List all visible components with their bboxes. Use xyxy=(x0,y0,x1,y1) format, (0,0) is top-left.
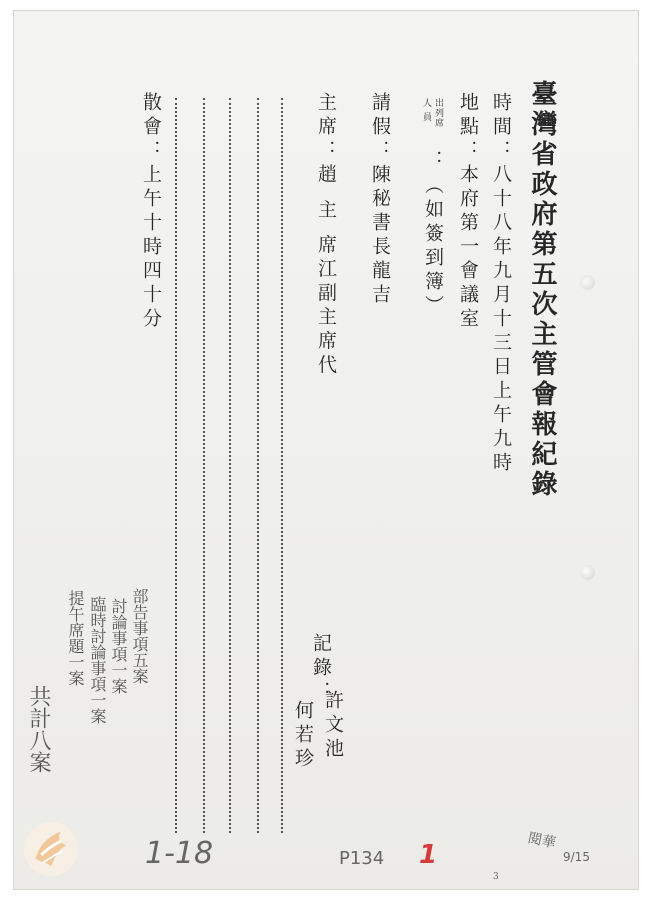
handwritten-note-4: 提午席題一案 xyxy=(66,590,85,686)
adjourn-label: 散會： xyxy=(140,92,162,164)
handwritten-note-3: 臨時討論事項一案 xyxy=(88,596,107,724)
attendees-value: （如簽到簿） xyxy=(422,175,444,319)
leave-value: 陳秘書長龍吉 xyxy=(369,164,391,308)
recorder-label: 記錄： xyxy=(310,633,332,705)
dotted-line-5 xyxy=(175,98,177,833)
document-page xyxy=(13,10,639,890)
binding-hole-bottom xyxy=(580,565,595,580)
binding-hole-top xyxy=(580,275,595,290)
dotted-line-2 xyxy=(257,98,259,833)
red-pencil-mark: 1 xyxy=(419,840,438,870)
time-row xyxy=(491,92,510,476)
leave-row xyxy=(370,92,389,308)
leave-label: 請假： xyxy=(369,92,391,164)
chair-row xyxy=(316,92,335,378)
handwritten-total: 共計八案 xyxy=(26,685,51,773)
place-value: 本府第一會議室 xyxy=(457,164,479,332)
dotted-line-1 xyxy=(281,98,283,833)
dotted-line-3 xyxy=(229,98,231,833)
chair-label: 主席： xyxy=(315,92,337,164)
page-number: 3 xyxy=(493,872,499,882)
adjourn-value: 上午十時四十分 xyxy=(140,164,162,332)
handwritten-ref-number: 1-18 xyxy=(145,836,214,871)
handwritten-date: 9/15 xyxy=(563,850,590,864)
attendees-label-b: 人 員 xyxy=(421,98,431,122)
recorder-name-1: 許文池 xyxy=(322,690,344,762)
place-label: 地點： xyxy=(457,92,479,164)
adjourn-row xyxy=(141,92,160,332)
dotted-line-4 xyxy=(203,98,205,833)
recorder-name-2: 何若珍 xyxy=(292,700,314,772)
chair-value: 趙 主 席江副主席代 xyxy=(315,164,337,379)
handwritten-page-code: P134 xyxy=(339,848,385,869)
attendees-label-a: 出列席 xyxy=(433,98,443,128)
attendees-colon: ： xyxy=(422,150,444,174)
time-label: 時間： xyxy=(490,92,512,164)
handwritten-signature: 閱華 xyxy=(526,830,558,852)
handwritten-note-1: 部告事項五案 xyxy=(130,588,149,684)
document-title: 臺灣省政府第五次主管會報紀錄 xyxy=(527,80,557,500)
taiwan-map-logo-icon xyxy=(22,820,80,878)
handwritten-note-2: 討論事項一案 xyxy=(109,598,128,694)
place-row xyxy=(458,92,477,332)
time-value: 八十八年九月十三日上午九時 xyxy=(490,164,512,476)
